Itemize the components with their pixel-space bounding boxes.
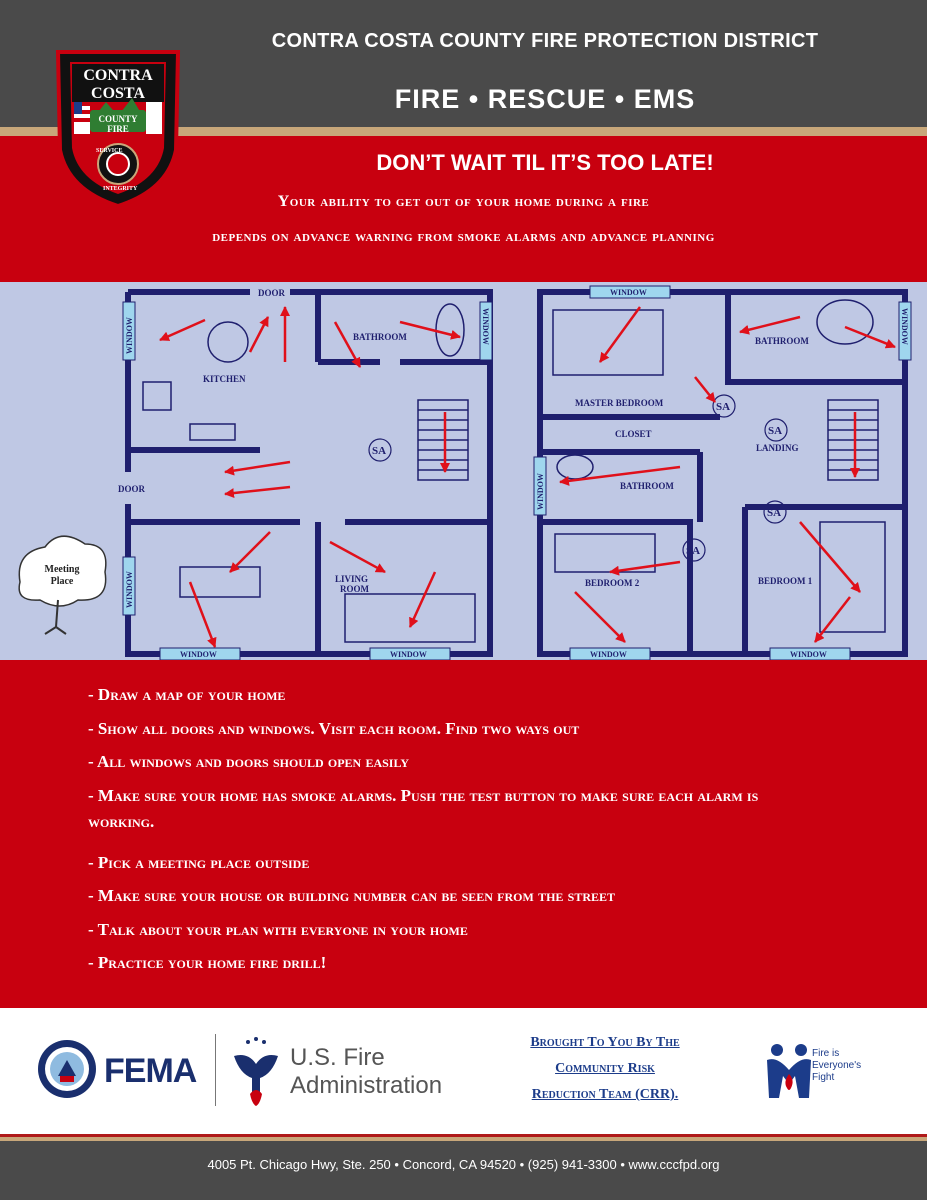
meeting-label-line2: Place (50, 576, 74, 587)
badge-ring-bottom: INTEGRITY (103, 186, 138, 192)
window-label: WINDOW (900, 308, 909, 345)
crr-line2: Community Risk (555, 1061, 655, 1076)
tip-item: - Pick a meeting place outside (88, 852, 310, 872)
escape-floor-plan (0, 282, 927, 660)
window-label: WINDOW (610, 288, 647, 297)
master-bathroom-label: BATHROOM (755, 336, 809, 346)
smoke-alarm-label: SA (716, 401, 731, 413)
fief-line3: Fight (812, 1072, 835, 1083)
fire-is-everyones-fight-logo (765, 1040, 813, 1102)
badge-line1: CONTRA (83, 67, 153, 84)
tip-item: - All windows and doors should open easily (88, 752, 410, 771)
meeting-label-line1: Meeting (44, 564, 80, 575)
landing-label: LANDING (756, 443, 799, 453)
window-label: WINDOW (481, 308, 490, 345)
window-label: WINDOW (590, 650, 627, 659)
tip-item: - Draw a map of your home (88, 685, 286, 704)
fief-line1: Fire is (812, 1048, 840, 1059)
tip-item: - Show all doors and windows. Visit each room. Find two ways out (88, 718, 580, 738)
smoke-alarm-label: SA (372, 445, 387, 457)
crr-credit (490, 1030, 720, 1108)
badge-line4: FIRE (107, 124, 129, 134)
usfa-line2: Administration (290, 1072, 443, 1099)
fief-line2: Everyone's (812, 1060, 862, 1071)
banner-line2: depends on advance warning from smoke alarms and advance planning (212, 228, 715, 245)
tip-item: - Practice your home fire drill! (88, 953, 327, 972)
window-label: WINDOW (790, 650, 827, 659)
upper-bathroom-label: BATHROOM (620, 481, 674, 491)
badge-line2: COSTA (91, 85, 145, 102)
ground-bathroom-label: BATHROOM (353, 332, 407, 342)
master-bedroom-label: MASTER BEDROOM (575, 398, 664, 408)
smoke-alarm-label: SA (767, 507, 782, 519)
crr-line1: Brought To You By The (530, 1035, 680, 1050)
front-door-label: DOOR (118, 484, 145, 494)
badge-line3: COUNTY (98, 114, 138, 124)
district-badge-logo (48, 40, 188, 210)
tip-item: - Make sure your home has smoke alarms. Push the test button to make sure each alarm is working. (88, 785, 759, 831)
fema-wordmark: FEMA (104, 1052, 197, 1090)
headline: DON’T WAIT TIL IT’S TOO LATE! (376, 150, 714, 175)
crr-line3: Reduction Team (CRR). (531, 1087, 679, 1102)
window-label: WINDOW (390, 650, 427, 659)
tip-item: - Make sure your house or building number can be seen from the street (88, 886, 616, 905)
fire-drill-tips (88, 682, 808, 984)
badge-ring-left: SERVICE (96, 148, 123, 154)
bedroom-2-label: BEDROOM 2 (585, 578, 640, 588)
usfa-eagle-icon (228, 1034, 284, 1108)
window-label: WINDOW (180, 650, 217, 659)
kitchen-label: KITCHEN (203, 374, 246, 384)
tip-item: - Talk about your plan with everyone in your home (88, 919, 468, 939)
room-label: ROOM (340, 584, 369, 594)
bedroom-1-label: BEDROOM 1 (758, 576, 813, 586)
window-label: WINDOW (536, 473, 545, 510)
banner-line1: Your ability to get out of your home during a fire (277, 193, 650, 210)
contact-address: 4005 Pt. Chicago Hwy, Ste. 250 • Concord, CA 94520 • (925) 941-3300 • www.cccfpd.org (207, 1157, 720, 1172)
smoke-alarm-label: SA (768, 425, 783, 437)
closet-label: CLOSET (615, 429, 652, 439)
window-label: WINDOW (125, 571, 134, 608)
district-subtitle: FIRE • RESCUE • EMS (394, 84, 696, 114)
smoke-alarm-label: SA (686, 545, 701, 557)
usfa-line1: U.S. Fire (290, 1044, 385, 1071)
door-label: DOOR (258, 288, 285, 298)
district-title: CONTRA COSTA COUNTY FIRE PROTECTION DISTRICT (271, 30, 819, 52)
living-label: LIVING (335, 574, 369, 584)
dhs-seal-icon (36, 1038, 98, 1100)
fief-wordmark (812, 1048, 861, 1084)
sponsor-divider (215, 1034, 216, 1106)
window-label: WINDOW (125, 317, 134, 354)
